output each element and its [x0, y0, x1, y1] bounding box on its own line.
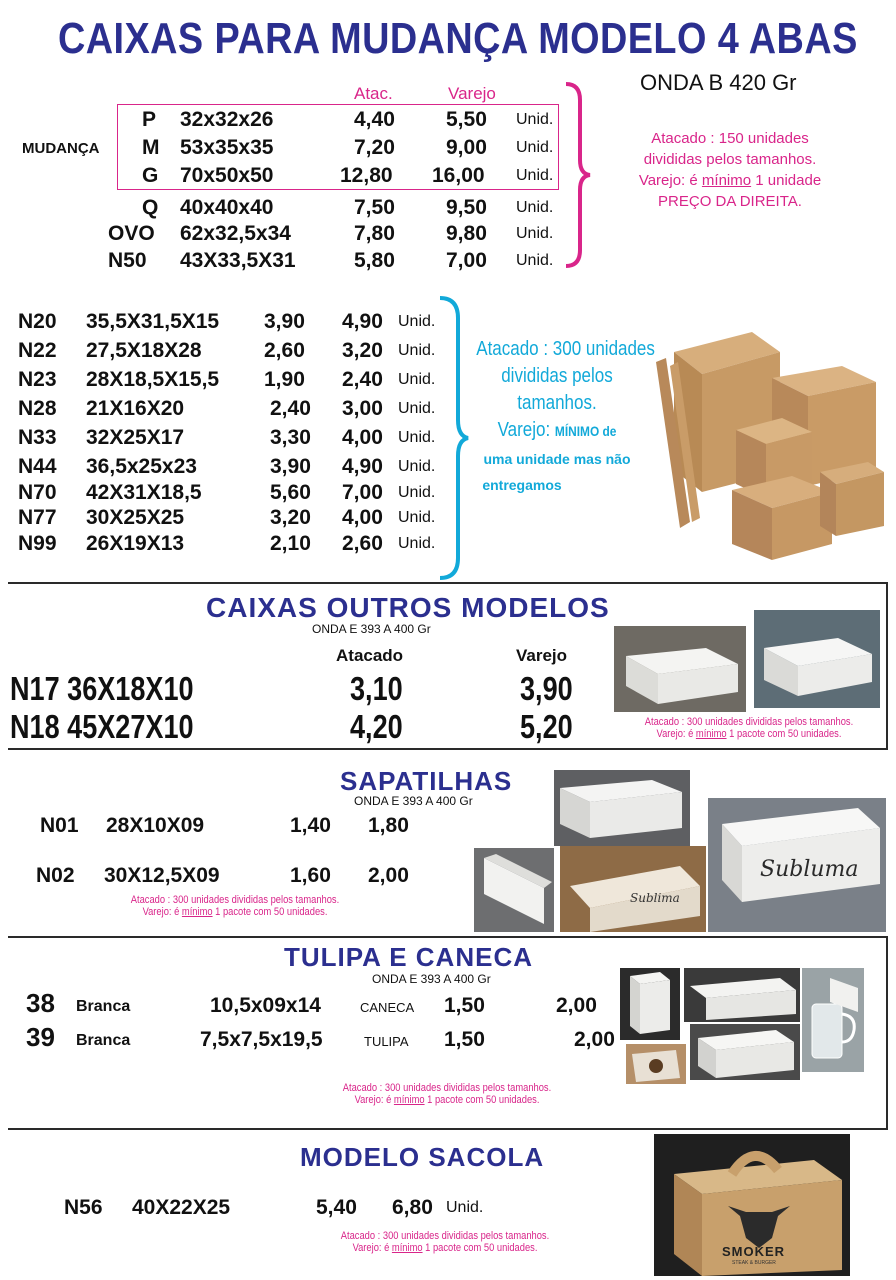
- row-size: 40x40x40: [180, 196, 274, 219]
- smoker-subtitle: STEAK & BURGER: [732, 1260, 776, 1266]
- note-line: Atacado : 300 unidades divididas pelos tamanhos.: [340, 1230, 550, 1242]
- mudanca-note: [600, 128, 860, 212]
- row-type: CANECA: [360, 1000, 415, 1015]
- row-code: N50: [108, 249, 147, 272]
- row-code: N77: [18, 506, 57, 529]
- caneca-box-photo: [620, 968, 680, 1040]
- section-divider: [8, 582, 888, 584]
- note-line: Varejo: é mínimo 1 pacote com 50 unidades.: [354, 1094, 540, 1106]
- row-varejo-price: 4,00: [342, 426, 383, 449]
- row-color: Branca: [76, 998, 131, 1015]
- white-box-photo: [690, 1024, 800, 1080]
- row-varejo-price: 2,00: [556, 994, 597, 1017]
- row-code: N44: [18, 455, 57, 478]
- row-atac-price: 3,20: [270, 506, 311, 529]
- row-code: N33: [18, 426, 57, 449]
- row-varejo-price: 9,50: [446, 196, 487, 219]
- row-code: P: [142, 108, 157, 131]
- row-varejo-price: 9,80: [446, 222, 487, 245]
- row-size: 70x50x50: [180, 164, 274, 187]
- row-size: 30X25X25: [86, 506, 185, 529]
- row-varejo-price: 4,00: [342, 506, 383, 529]
- row-size: 62x32,5x34: [180, 222, 291, 245]
- tulipa-box-photo: [684, 968, 800, 1022]
- row-color: Branca: [76, 1032, 131, 1049]
- outros-row-varejo: 5,20: [520, 708, 573, 745]
- row-varejo-price: 16,00: [432, 164, 485, 187]
- frame-line: [886, 938, 888, 1128]
- sacola-note: [310, 1230, 580, 1254]
- col-varejo-header: Varejo: [448, 84, 496, 103]
- row-size: 10,5x09x14: [210, 994, 321, 1017]
- unit-label: Unid.: [516, 139, 554, 156]
- onda-label: ONDA B 420 Gr: [640, 70, 797, 95]
- unit-label: Unid.: [516, 225, 554, 242]
- note-line: PREÇO DA DIREITA.: [658, 193, 802, 210]
- open-box-photo: [626, 1044, 686, 1084]
- row-code: Q: [142, 196, 159, 219]
- row-atac-price: 3,30: [270, 426, 311, 449]
- row-atac-price: 12,80: [340, 164, 393, 187]
- row-varejo-price: 3,20: [342, 339, 383, 362]
- white-box-photo: [614, 626, 746, 712]
- unit-label: Unid.: [398, 342, 436, 359]
- unit-label: Unid.: [398, 371, 436, 388]
- row-size: 43X33,5X31: [180, 249, 296, 272]
- row-size: 27,5X18X28: [86, 339, 202, 362]
- outros-row-model: N17 36X18X10: [10, 670, 194, 707]
- sapatilha-box-photo: [554, 770, 690, 846]
- glass-photo: [802, 968, 864, 1072]
- row-varejo-price: 1,80: [368, 814, 409, 837]
- row-atac-price: 4,40: [354, 108, 395, 131]
- sapatilha-box-photo: [474, 848, 554, 932]
- row-atac-price: 5,80: [354, 249, 395, 272]
- row-atac-price: 3,90: [270, 455, 311, 478]
- outros-row-varejo: 3,90: [520, 670, 573, 707]
- mudanca-row: [0, 222, 896, 248]
- tulipa-note: [312, 1082, 582, 1106]
- row-code: N22: [18, 339, 57, 362]
- note-line: Atacado : 300 unidades: [476, 338, 655, 360]
- row-atac-price: 2,40: [270, 397, 311, 420]
- row-size: 7,5x7,5x19,5: [200, 1028, 323, 1051]
- row-varejo-price: 7,00: [446, 249, 487, 272]
- row-varejo-price: 2,00: [368, 864, 409, 887]
- sacola-box-photo: [654, 1134, 850, 1276]
- pink-brace: [562, 80, 592, 270]
- row-type: TULIPA: [364, 1034, 409, 1049]
- outros-row-atac: 3,10: [350, 670, 403, 707]
- row-code: OVO: [108, 222, 155, 245]
- note-line: Varejo: MÍNIMO de: [497, 419, 617, 441]
- note-line: uma unidade mas não: [483, 451, 631, 467]
- section-divider: [8, 936, 888, 938]
- outros-col-varejo: Varejo: [516, 646, 568, 665]
- row-size: 28X18,5X15,5: [86, 368, 220, 391]
- svg-text:Sublima: Sublima: [630, 891, 680, 905]
- white-box-photo: [754, 610, 880, 708]
- sapatilhas-onda: ONDA E 393 A 400 Gr: [354, 794, 473, 808]
- outros-col-atac: Atacado: [336, 646, 404, 665]
- sapatilhas-note: [100, 894, 370, 918]
- row-size: 35,5X31,5X15: [86, 310, 220, 333]
- note-line: tamanhos.: [517, 392, 597, 414]
- unit-label: Unid.: [516, 252, 554, 269]
- note-line: entregamos: [482, 477, 562, 493]
- row-size: 21X16X20: [86, 397, 185, 420]
- note-line: Atacado : 150 unidades: [651, 130, 809, 147]
- outros-row-model: N18 45X27X10: [10, 708, 194, 745]
- outros-onda: ONDA E 393 A 400 Gr: [312, 622, 431, 636]
- sapatilhas-title: SAPATILHAS: [340, 766, 513, 796]
- unit-label: Unid.: [516, 167, 554, 184]
- note-line: Varejo: é mínimo 1 pacote com 50 unidades.: [352, 1242, 538, 1254]
- sacola-title: MODELO SACOLA: [300, 1142, 545, 1172]
- n-series-note: [462, 336, 655, 497]
- row-atac-price: 1,50: [444, 1028, 485, 1051]
- unit-label: Unid.: [446, 1199, 484, 1216]
- sacola-row: [0, 1196, 620, 1222]
- row-atac-price: 7,20: [354, 136, 395, 159]
- unit-label: Unid.: [516, 199, 554, 216]
- note-line: Atacado : 300 unidades divididas pelos tamanhos.: [130, 894, 340, 906]
- row-atac-price: 1,50: [444, 994, 485, 1017]
- section-divider: [8, 1128, 888, 1130]
- note-line: Varejo: é mínimo 1 unidade: [638, 172, 822, 189]
- sacola-atac: 5,40: [316, 1196, 357, 1219]
- row-size: 53x35x35: [180, 136, 274, 159]
- row-size: 26X19X13: [86, 532, 185, 555]
- row-atac-price: 2,60: [264, 339, 305, 362]
- row-atac-price: 1,60: [290, 864, 331, 887]
- row-size: 28X10X09: [106, 814, 205, 837]
- section-divider: [8, 748, 888, 750]
- row-varejo-price: 2,00: [574, 1028, 615, 1051]
- note-line: divididas pelos tamanhos.: [643, 151, 817, 168]
- row-size: 32X25X17: [86, 426, 185, 449]
- unit-label: Unid.: [398, 429, 436, 446]
- row-atac-price: 5,60: [270, 481, 311, 504]
- row-number: 39: [26, 1022, 55, 1052]
- row-atac-price: 1,40: [290, 814, 331, 837]
- row-varejo-price: 7,00: [342, 481, 383, 504]
- unit-label: Unid.: [398, 313, 436, 330]
- note-line: divididas pelos: [501, 365, 613, 387]
- row-code: N20: [18, 310, 57, 333]
- row-varejo-price: 2,40: [342, 368, 383, 391]
- tulipa-onda: ONDA E 393 A 400 Gr: [372, 972, 491, 986]
- note-line: Varejo: é mínimo 1 pacote com 50 unidades.: [142, 906, 328, 918]
- frame-line: [886, 584, 888, 748]
- row-atac-price: 1,90: [264, 368, 305, 391]
- row-atac-price: 7,80: [354, 222, 395, 245]
- row-atac-price: 2,10: [270, 532, 311, 555]
- row-code: N02: [36, 864, 75, 887]
- boxes-stack-photo: [652, 322, 884, 562]
- row-code: N70: [18, 481, 57, 504]
- row-code: N01: [40, 814, 79, 837]
- sacola-size: 40X22X25: [132, 1196, 231, 1219]
- unit-label: Unid.: [398, 484, 436, 501]
- sacola-code: N56: [64, 1196, 103, 1219]
- row-atac-price: 7,50: [354, 196, 395, 219]
- row-code: N99: [18, 532, 57, 555]
- row-varejo-price: 2,60: [342, 532, 383, 555]
- row-size: 36,5x25x23: [86, 455, 197, 478]
- row-varejo-price: 5,50: [446, 108, 487, 131]
- note-line: Atacado : 300 unidades divididas pelos tamanhos.: [342, 1082, 552, 1094]
- outros-title: CAIXAS OUTROS MODELOS: [206, 592, 610, 623]
- sapatilha-brand-photo: [708, 798, 886, 932]
- unit-label: Unid.: [398, 509, 436, 526]
- sapatilha-open-photo: [560, 846, 706, 932]
- mudanca-row: [0, 249, 896, 275]
- outros-note: [620, 716, 878, 740]
- row-varejo-price: 9,00: [446, 136, 487, 159]
- row-size: 30X12,5X09: [104, 864, 220, 887]
- row-size: 32x32x26: [180, 108, 274, 131]
- row-code: N28: [18, 397, 57, 420]
- outros-row-atac: 4,20: [350, 708, 403, 745]
- smoker-logo: SMOKER: [722, 1244, 786, 1259]
- note-line: Atacado : 300 unidades divididas pelos tamanhos.: [644, 716, 854, 728]
- sacola-varejo: 6,80: [392, 1196, 433, 1219]
- tulipa-title: TULIPA E CANECA: [284, 942, 533, 972]
- row-size: 42X31X18,5: [86, 481, 202, 504]
- page-title: CAIXAS PARA MUDANÇA MODELO 4 ABAS: [58, 14, 858, 63]
- row-code: N23: [18, 368, 57, 391]
- row-code: G: [142, 164, 159, 187]
- note-line: Varejo: é mínimo 1 pacote com 50 unidades.: [656, 728, 842, 740]
- unit-label: Unid.: [398, 458, 436, 475]
- unit-label: Unid.: [398, 400, 436, 417]
- row-number: 38: [26, 988, 55, 1018]
- row-varejo-price: 3,00: [342, 397, 383, 420]
- row-code: M: [142, 136, 160, 159]
- group-label-mudanca: MUDANÇA: [22, 140, 100, 157]
- unit-label: Unid.: [516, 111, 554, 128]
- col-atac-header: Atac.: [354, 84, 393, 103]
- row-varejo-price: 4,90: [342, 455, 383, 478]
- row-varejo-price: 4,90: [342, 310, 383, 333]
- unit-label: Unid.: [398, 535, 436, 552]
- subluma-logo: Subluma: [760, 857, 859, 882]
- row-atac-price: 3,90: [264, 310, 305, 333]
